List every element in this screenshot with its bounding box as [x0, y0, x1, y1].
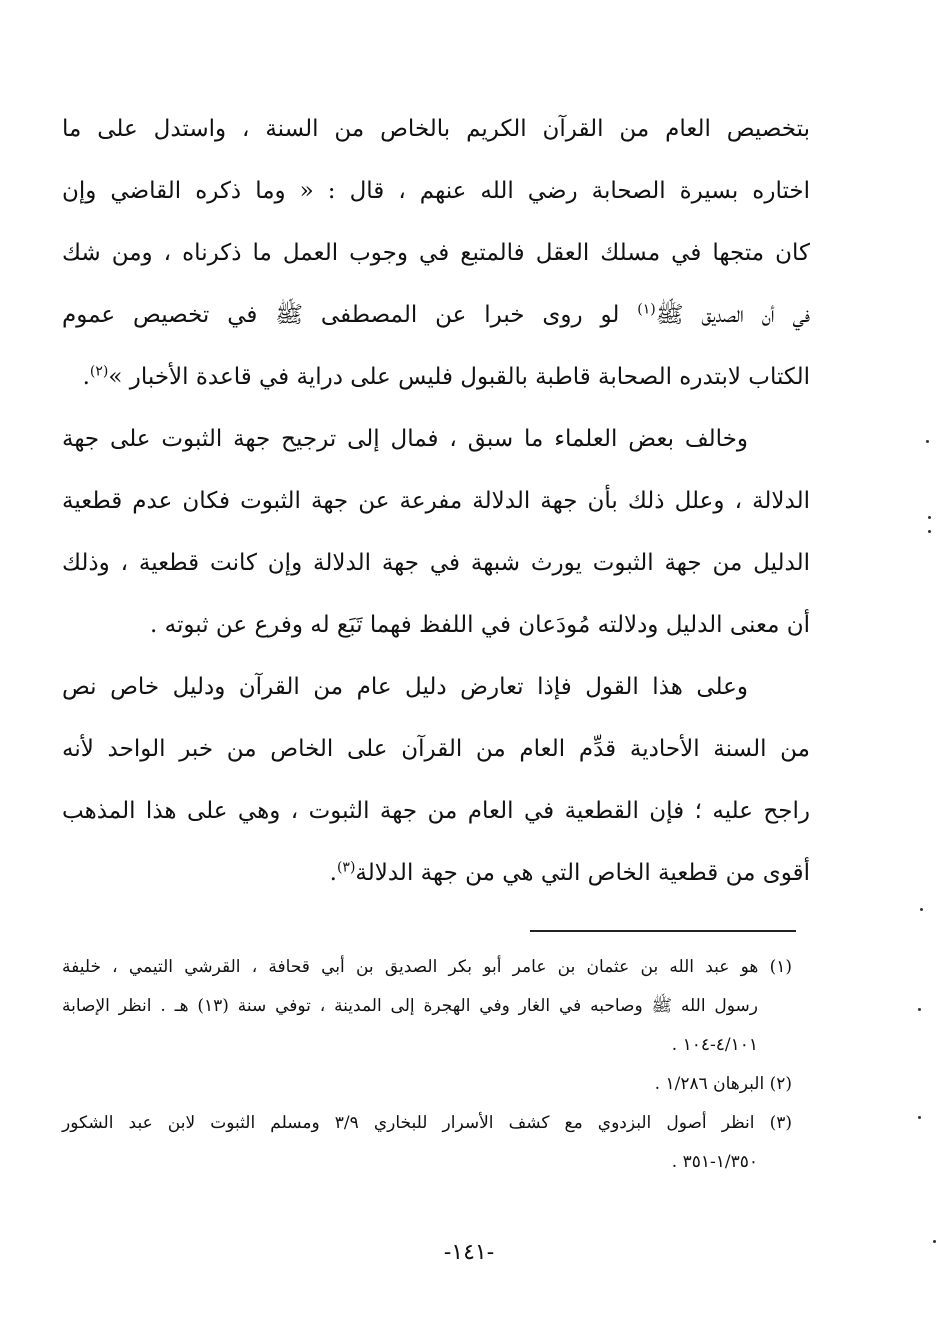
- scan-speck: [918, 1008, 921, 1011]
- footnote-ref-3: (٣): [336, 859, 356, 876]
- text-line: كان متجها في مسلك العقل فالمتبع في وجوب العمل ما ذكرناه ، ومن شك: [62, 240, 810, 266]
- footnote-ref-1: (١): [637, 301, 656, 318]
- text-segment: أقوى من قطعية الخاص التي هي من جهة الدلالة: [355, 860, 810, 886]
- footnote-separator: [530, 930, 796, 932]
- scan-speck: [920, 908, 923, 911]
- footnote-ref-2: (٢): [89, 363, 109, 380]
- page-number: -١٤١-: [443, 1240, 495, 1265]
- text-line: راجح عليه ؛ فإن القطعية في العام من جهة الثبوت ، وهي على هذا المذهب: [62, 798, 810, 824]
- text-line: اختاره بسيرة الصحابة رضي الله عنهم ، قال : « وما ذكره القاضي وإن: [62, 178, 810, 204]
- text-segment: في أن الصديق ﷺ: [655, 302, 811, 328]
- main-text: [62, 98, 810, 904]
- footnote-1-continued: رسول الله ﷺ وصاحبه في الغار وفي الهجرة إلى المدينة ، توفي سنة (١٣) هـ . انظر الإصابة: [62, 996, 758, 1016]
- footnote-3: (٣) انظر أصول البزدوي مع كشف الأسرار للبخاري ٣/٩ ومسلم الثبوت لابن عبد الشكور: [62, 1113, 792, 1133]
- text-line: من السنة الأحادية قدِّم العام من القرآن على الخاص من خبر الواحد لأنه: [62, 736, 810, 762]
- text-segment: لو روى خبرا عن المصطفى ﷺ في تخصيص عموم: [62, 302, 620, 328]
- period: .: [82, 364, 90, 390]
- text-line: وعلى هذا القول فإذا تعارض دليل عام من القرآن ودليل خاص نص: [62, 674, 748, 700]
- text-segment: الكتاب لابتدره الصحابة قاطبة بالقبول فليس على دراية في قاعدة الأخبار »: [108, 364, 810, 390]
- text-line: وخالف بعض العلماء ما سبق ، فمال إلى ترجيح جهة الثبوت على جهة: [62, 426, 748, 452]
- text-line: الدليل من جهة الثبوت يورث شبهة في جهة الدلالة وإن كانت قطعية ، وذلك: [62, 550, 810, 576]
- footnote-1-continued: ٤/١٠١-١٠٤ .: [671, 1035, 758, 1055]
- footnote-2: (٢) البرهان ١/٢٨٦ .: [654, 1074, 792, 1094]
- scan-speck: [926, 440, 929, 443]
- footnotes: [62, 948, 792, 1182]
- scan-speck: [933, 1240, 936, 1243]
- scan-speck: [918, 1116, 921, 1119]
- text-line: [62, 842, 810, 904]
- text-line: [62, 284, 810, 346]
- text-line: بتخصيص العام من القرآن الكريم بالخاص من السنة ، واستدل على ما: [62, 116, 810, 142]
- scan-speck: [928, 530, 931, 533]
- period: .: [329, 860, 337, 886]
- footnote-3-continued: ١/٣٥٠-٣٥١ .: [671, 1152, 758, 1172]
- footnote-1: (١) هو عبد الله بن عثمان بن عامر أبو بكر الصديق بن أبي قحافة ، القرشي التيمي ، خليفة: [62, 957, 792, 977]
- text-line: [62, 346, 810, 408]
- scan-speck: [928, 516, 931, 519]
- text-line: أن معنى الدليل ودلالته مُودَعان في اللفظ فهما تَبَع له وفرع عن ثبوته .: [150, 612, 810, 638]
- text-line: الدلالة ، وعلل ذلك بأن جهة الدلالة مفرعة عن جهة الثبوت فكان عدم قطعية: [62, 488, 810, 514]
